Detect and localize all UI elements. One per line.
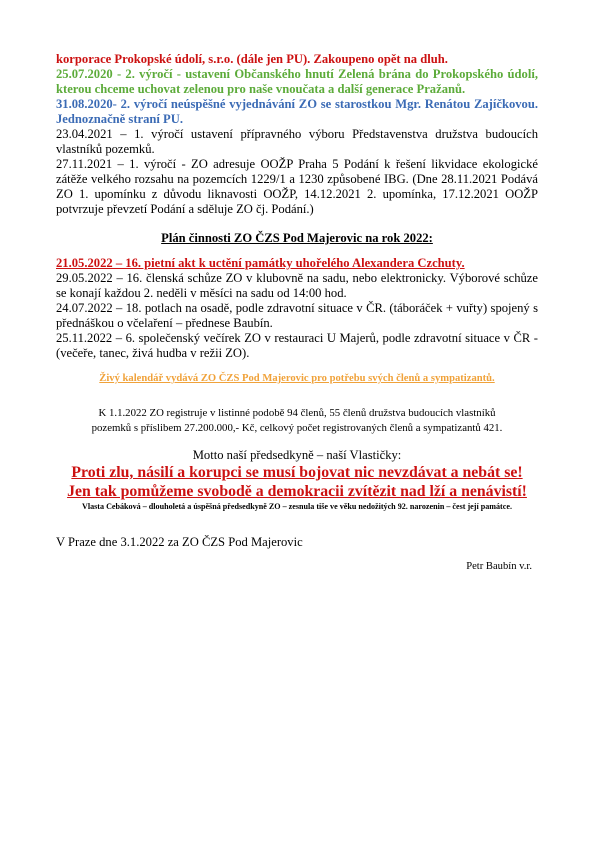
calendar-note: Živý kalendář vydává ZO ČZS Pod Majerovic pro potřebu svých členů a sympatizantů. bbox=[99, 373, 495, 384]
document-page bbox=[56, 52, 538, 572]
plan-item-2: 29.05.2022 – 16. členská schůze ZO v klubovně na sadu, nebo elektronicky. Výborové schůze se konají každou 2. neděli v měsíci na sadu od 14:00 hod. bbox=[56, 271, 538, 300]
plan-item-4: 25.11.2022 – 6. společenský večírek ZO v restauraci U Majerů, podle zdravotní situace v ČR - (večeře, tanec, živá hudba v režii ZO). bbox=[56, 331, 538, 360]
motto-block bbox=[56, 448, 538, 513]
registry-line-1: K 1.1.2022 ZO registruje v listinné podobě 94 členů, 55 členů družstva budoucích vlastníků bbox=[98, 407, 496, 419]
motto-slogan-2: Jen tak pomůžeme svobodě a demokracii zvítězit nad lží a nenávistí! bbox=[67, 483, 527, 500]
history-line-3: 31.08.2020- 2. výročí neúspěšné vyjednávání ZO se starostkou Mgr. Renátou Zajíčkovou. Jednoznačně straní PU. bbox=[56, 97, 538, 126]
history-line-5: 27.11.2021 – 1. výročí - ZO adresuje OOŽP Praha 5 Podání k řešení likvidace ekologické zátěže velkého rozsahu na pozemcích 1229/1 a 1230 způsobené IBG. (Dne 28.11.2021 Podává ZO 1. upomínku z důvodu liknavosti OOŽP, 14.12.2021 2. upomínka, 17.12.2021 OOŽP potvrzuje převzetí Podání a sděluje ZO čj. Podání.) bbox=[56, 157, 538, 216]
history-line-2: 25.07.2020 - 2. výročí - ustavení Občanského hnutí Zelená brána do Prokopského údolí, kterou chceme uchovat zelenou pro naše vnoučata a další generace Pražanů. bbox=[56, 67, 538, 96]
plan-item-1: 21.05.2022 – 16. pietní akt k uctění památky uhořelého Alexandera Czchuty. bbox=[56, 256, 465, 270]
motto-slogan-1: Proti zlu, násilí a korupci se musí bojovat nic nevzdávat a nebát se! bbox=[71, 464, 523, 481]
motto-memorial-note: Vlasta Cebáková – dlouholetá a úspěšná předsedkyně ZO – zesnula tiše ve věku nedožitých 92. narozenin – čest její památce. bbox=[82, 502, 512, 511]
history-line-1: korporace Prokopské údolí, s.r.o. (dále jen PU). Zakoupeno opět na dluh. bbox=[56, 52, 448, 66]
registry-line-2: pozemků s příslibem 27.200.000,- Kč, celkový počet registrovaných členů a sympatizantů 421. bbox=[91, 422, 503, 434]
history-line-4: 23.04.2021 – 1. výročí ustavení přípravného výboru Představenstva družstva budoucích vlastníků pozemků. bbox=[56, 127, 538, 156]
plan-item-3: 24.07.2022 – 18. potlach na osadě, podle zdravotní situace v ČR. (táboráček + vuřty) spojený s přednáškou o včelaření – přednese Baubín. bbox=[56, 301, 538, 330]
plan-heading: Plán činnosti ZO ČZS Pod Majerovic na rok 2022: bbox=[161, 231, 433, 245]
motto-intro: Motto naší předsedkyně – naší Vlastičky: bbox=[192, 448, 402, 462]
registry-block bbox=[56, 406, 538, 436]
closing-signature: Petr Baubín v.r. bbox=[466, 561, 532, 572]
closing-place-date: V Praze dne 3.1.2022 za ZO ČZS Pod Majerovic bbox=[56, 535, 303, 549]
